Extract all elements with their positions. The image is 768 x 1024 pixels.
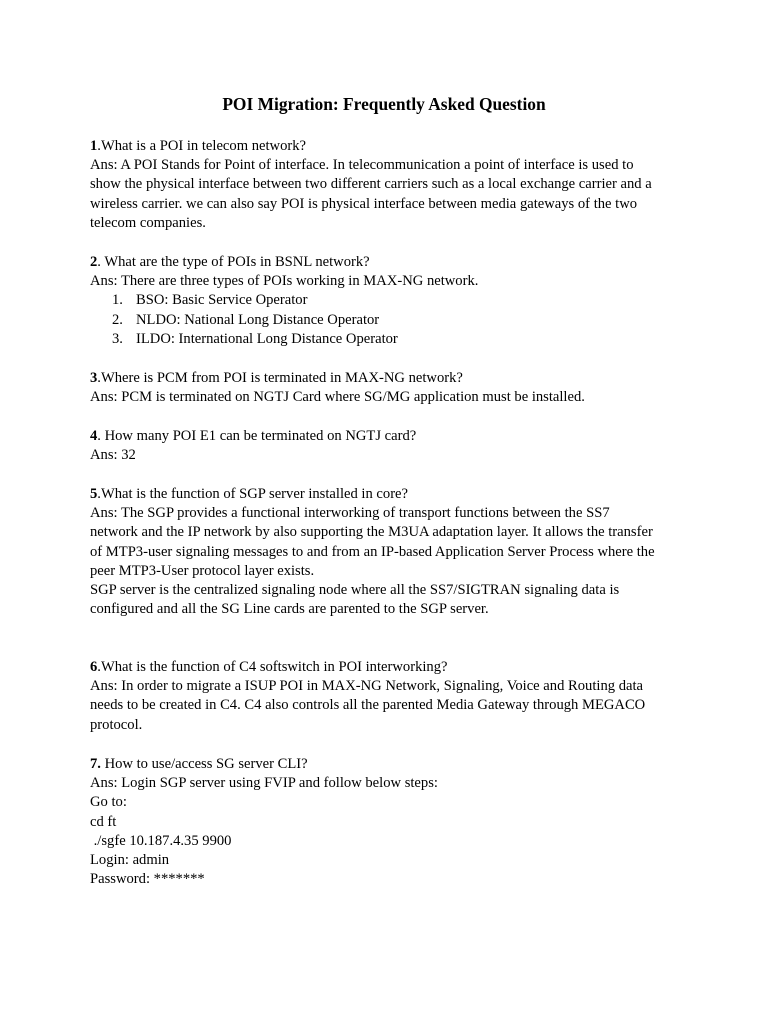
answer-line: telecom companies. (90, 214, 206, 231)
question-text: How to use/access SG server CLI? (100, 756, 308, 772)
faq-item-1 (90, 137, 690, 233)
answer-line: Ans: PCM is terminated on NGTJ Card where SG/MG application must be installed. (90, 389, 585, 406)
page-title: POI Migration: Frequently Asked Question (222, 94, 546, 114)
question-number: 2 (90, 254, 98, 270)
question-text: . What are the type of POIs in BSNL network? (97, 254, 370, 270)
list-item (90, 330, 690, 349)
list-text: NLDO: National Long Distance Operator (136, 311, 380, 328)
answer-line: Ans: There are three types of POIs working in MAX-NG network. (90, 273, 479, 290)
list-number: 1. (112, 292, 123, 309)
faq-item-3 (90, 369, 690, 407)
list-item (90, 291, 690, 310)
answer-line: ./sgfe 10.187.4.35 9900 (90, 832, 232, 849)
answer-line: peer MTP3-User protocol layer exists. (90, 562, 315, 579)
question-number: 1 (90, 138, 98, 154)
answer-line: Ans: A POI Stands for Point of interface. In telecommunication a point of interface is used to (90, 157, 634, 174)
question (90, 658, 690, 677)
faq-item-2 (90, 253, 690, 349)
answer-line: SGP server is the centralized signaling node where all the SS7/SIGTRAN signaling data is (90, 582, 620, 599)
question-text: .Where is PCM from POI is terminated in MAX-NG network? (97, 370, 463, 386)
answer-line: network and the IP network by also supporting the M3UA adaptation layer. It allows the transfer (90, 524, 653, 541)
answer-line: wireless carrier. we can also say POI is physical interface between media gateways of the two (90, 195, 638, 212)
answer-line: needs to be created in C4. C4 also controls all the parented Media Gateway through MEGACO (90, 697, 646, 714)
faq-item-6 (90, 658, 690, 735)
question-number: 3 (90, 370, 98, 386)
answer-line: Ans: The SGP provides a functional interworking of transport functions between the SS7 (90, 505, 610, 522)
answer-line: configured and all the SG Line cards are parented to the SGP server. (90, 601, 489, 618)
question-text: .What is the function of SGP server installed in core? (97, 486, 409, 502)
answer-line: of MTP3-user signaling messages to and from an IP-based Application Server Process where the (90, 543, 655, 560)
question (90, 369, 690, 388)
question (90, 755, 690, 774)
faq-item-4 (90, 427, 690, 465)
answer-line: Password: ******* (90, 871, 205, 888)
answer-line: Go to: (90, 794, 127, 811)
answer-line: protocol. (90, 716, 143, 733)
list-number: 2. (112, 311, 123, 328)
answer-line: Login: admin (90, 852, 170, 869)
list-text: ILDO: International Long Distance Operator (136, 330, 398, 347)
list-text: BSO: Basic Service Operator (136, 292, 308, 309)
answer-line: show the physical interface between two different carriers such as a local exchange carrier and a (90, 176, 652, 193)
question (90, 253, 690, 272)
question (90, 427, 690, 446)
answer-line: Ans: Login SGP server using FVIP and follow below steps: (90, 775, 438, 792)
answer-line: cd ft (90, 813, 117, 830)
question-text: . How many POI E1 can be terminated on NGTJ card? (97, 428, 417, 444)
answer-line: Ans: In order to migrate a ISUP POI in MAX-NG Network, Signaling, Voice and Routing data (90, 678, 644, 695)
list-item (90, 311, 690, 330)
question-text: .What is the function of C4 softswitch in POI interworking? (97, 659, 448, 675)
question (90, 137, 690, 156)
question-number: 4 (90, 428, 98, 444)
list-number: 3. (112, 330, 123, 347)
answer-line: Ans: 32 (90, 447, 136, 464)
faq-item-5 (90, 485, 690, 619)
question-text: .What is a POI in telecom network? (97, 138, 307, 154)
question-number: 5 (90, 486, 98, 502)
faq-item-7 (90, 755, 690, 889)
question (90, 485, 690, 504)
question-number: 7. (90, 756, 101, 772)
question-number: 6 (90, 659, 98, 675)
